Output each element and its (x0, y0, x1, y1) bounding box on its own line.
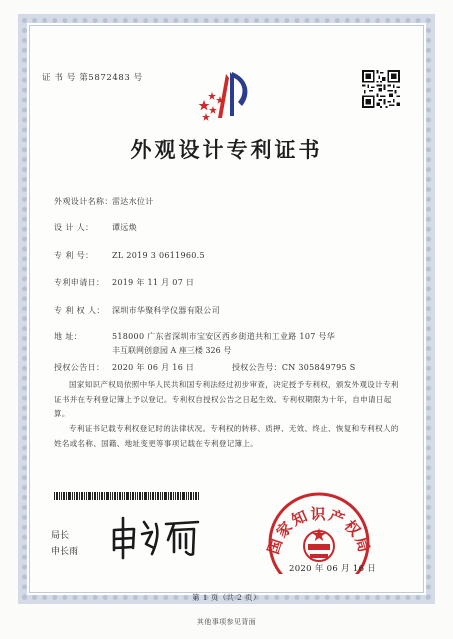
qr-code-icon (362, 70, 400, 108)
barcode-icon (54, 492, 199, 500)
field-value: 谭远焕 (112, 223, 137, 232)
certificate-title: 外观设计专利证书 (130, 137, 323, 162)
field-label: 地 址： (54, 332, 83, 341)
field-label: 设 计 人： (54, 223, 94, 232)
field-label: 专利申请日： (54, 278, 105, 287)
page-indicator: 第 1 页（共 2 页） (192, 593, 261, 602)
seal-date: 2020 年 06 月 16 日 (289, 564, 377, 574)
address-line-2: 丰互联网创意园 A 座三楼 326 号 (112, 346, 232, 355)
paragraph-grant: 国家知识产权局依照中华人民共和国专利法经过初步审查，决定授予专利权，颁发外观设计专利证书并在专利登记簿上予以登记。专利权自授权公告之日起生效。专利权期限为十年，自申请日起算。 (54, 380, 399, 418)
patent-office-emblem-icon (196, 66, 258, 124)
grant-number-label: 授权公告号： (232, 363, 282, 372)
field-value: ZL 2019 3 0611960.5 (112, 251, 205, 260)
field-designer (54, 222, 137, 233)
field-label: 专 利 权 人： (54, 306, 105, 315)
paragraph-legal-status: 专利证书记载专利权登记时的法律状况。专利权的转移、质押、无效、终止、恢复和专利权人的姓名或名称、国籍、地址变更等事项记载在专利登记簿上。 (54, 424, 399, 448)
grant-info (54, 362, 356, 373)
grant-date-label: 授权公告日： (54, 363, 105, 372)
field-application-date (54, 277, 194, 288)
field-value: 518000 广东省深圳市宝安区西乡街道共和工业路 107 号华 (112, 332, 336, 341)
field-value: 深圳市华聚科学仪器有限公司 (112, 306, 220, 315)
field-label: 专 利 号： (54, 251, 94, 260)
field-address (54, 331, 335, 342)
field-patent-number (54, 250, 205, 261)
grant-number-value: CN 305849795 S (281, 363, 356, 372)
field-value: 2019 年 11 月 07 日 (112, 278, 195, 287)
field-design-name (54, 196, 154, 207)
seal-text: 国家知识产权局 (264, 505, 374, 557)
director-title: 局长 (51, 531, 70, 541)
field-value: 雷达水位计 (112, 197, 154, 206)
field-patentee (54, 305, 220, 316)
director-name: 申长雨 (51, 547, 79, 557)
field-label: 外观设计名称： (54, 197, 113, 206)
footer-note: 其他事项参见背面 (196, 618, 257, 626)
grant-date-value: 2020 年 06 月 16 日 (112, 363, 195, 372)
certificate-number: 证 书 号 第5872483 号 (42, 73, 143, 83)
handwritten-signature (108, 514, 204, 560)
